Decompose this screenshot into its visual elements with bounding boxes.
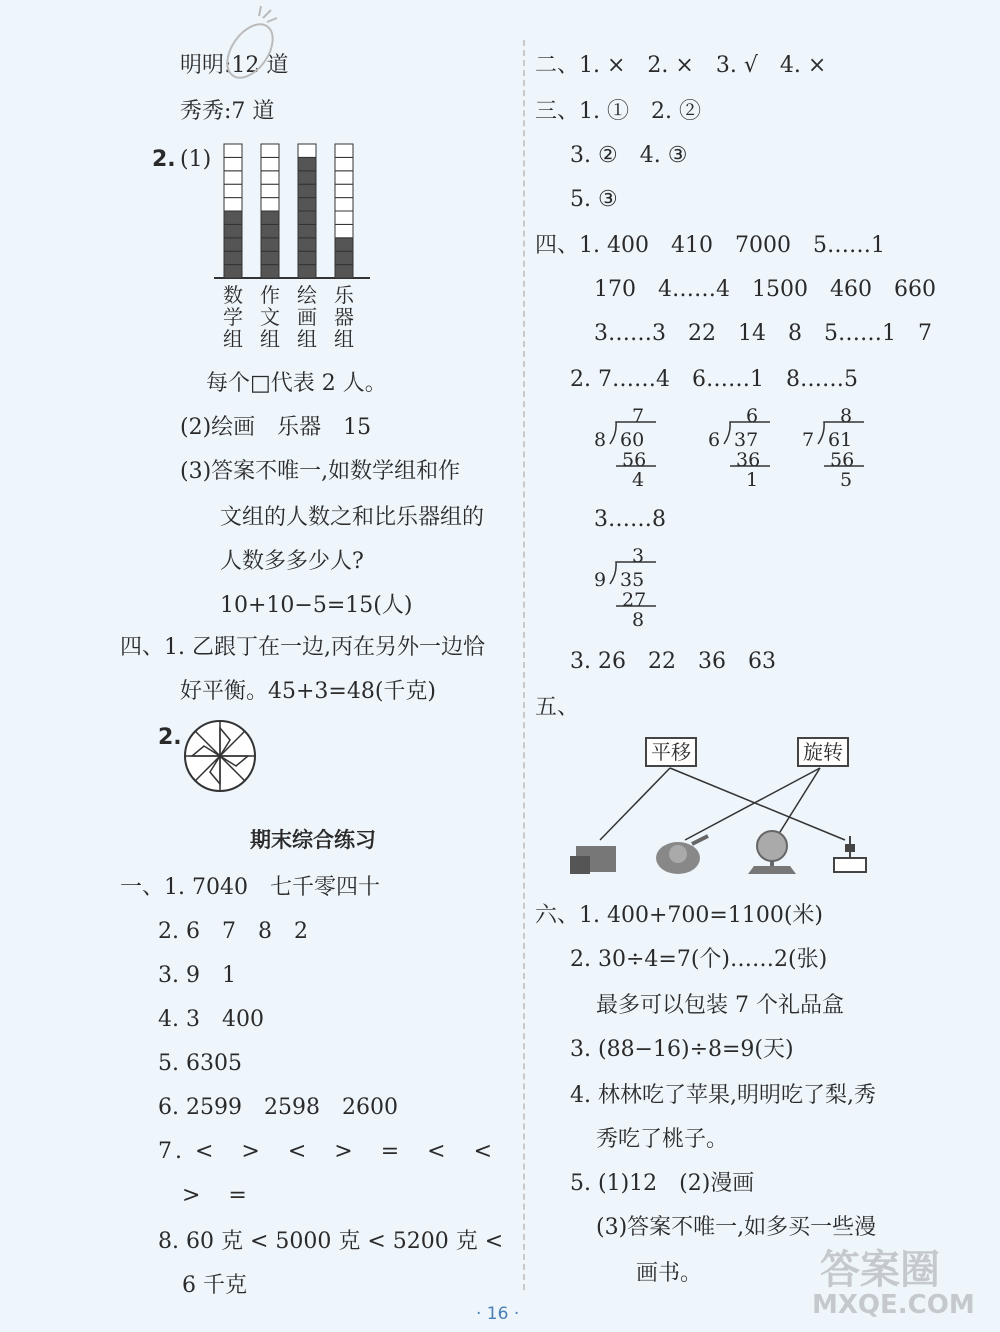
carrot-stamp-icon [215,6,285,86]
bar-cell [298,211,316,224]
bar-cell [335,224,353,237]
section-title: 期末综合练习 [250,828,376,852]
part3-line4: 10+10−5=15(人) [220,593,413,618]
r4-line6: 3. 26 22 36 63 [570,649,776,674]
bar-cell [224,251,242,264]
bar-乐器组 [335,144,353,278]
pencil-sharpener-icon [648,832,712,878]
s1-item7a: 7. < > < > = < < [158,1139,496,1164]
r3-line1: 三、1. ① 2. ② [535,99,701,124]
r6-line8: (3)答案不唯一,如多买一些漫 [596,1215,877,1240]
r6-line5: 4. 林林吃了苹果,明明吃了梨,秀 [570,1083,876,1108]
xiuxiu-answer: 秀秀:7 道 [180,99,275,124]
bar-cell [224,224,242,237]
q2-number: 2. [152,147,176,172]
bar-cell [298,265,316,278]
bar-cell [224,211,242,224]
q4-line1: 四、1. 乙跟丁在一边,丙在另外一边恰 [120,635,485,660]
lift-icon [830,832,870,878]
q4-line2: 好平衡。45+3=48(千克) [180,679,437,704]
box-rotation: 旋转 [797,737,849,767]
bar-cell [224,171,242,184]
bar-cell [224,184,242,197]
q4-2-number: 2. [158,725,182,750]
s1-item5: 5. 6305 [158,1051,242,1076]
part3-line3: 人数多多少人? [220,549,364,574]
s1-item8a: 8. 60 克 < 5000 克 < 5200 克 < [158,1229,504,1254]
bar-绘画组 [298,144,316,278]
bar-cell [298,198,316,211]
bar-cell [335,251,353,264]
bar-cell [261,171,279,184]
bar-cell [335,144,353,157]
bar-cell [224,157,242,170]
bar-cell [298,157,316,170]
chart-label-3: 乐 器 组 [334,283,354,351]
bar-cell [261,238,279,251]
bar-数学组 [224,144,242,278]
bar-cell [298,144,316,157]
s1-item7b: > = [182,1183,250,1208]
bar-cell [261,144,279,157]
r2-answers: 二、1. × 2. × 3. √ 4. × [535,53,827,78]
fan-icon [740,826,804,878]
bar-cell [224,265,242,278]
r6-line2: 2. 30÷4=7(个)……2(张) [570,947,828,972]
page-number: · 16 · [476,1304,520,1324]
watermark-logo: 答案圈 [820,1247,940,1293]
s1-item3: 3. 9 1 [158,963,236,988]
pinwheel-figure-icon [182,718,258,794]
r5-label: 五、 [535,695,580,720]
bar-cell [261,224,279,237]
r6-line4: 3. (88−16)÷8=9(天) [570,1037,794,1062]
bar-cell [335,198,353,211]
bar-cell [261,251,279,264]
bar-cell [298,184,316,197]
chart-label-0: 数 学 组 [223,283,243,351]
mingming-answer: 明明:12 道 [180,53,289,78]
bar-chart [212,138,372,284]
r6-line9: 画书。 [636,1261,703,1286]
r4-line3: 3……3 22 14 8 5……1 7 [594,321,932,346]
bar-cell [298,238,316,251]
part3-line2: 文组的人数之和比乐器组的 [220,505,485,530]
s1-item2: 2. 6 7 8 2 [158,919,308,944]
q2-part1: (1) [180,147,212,172]
bar-cell [224,238,242,251]
bar-cell [224,198,242,211]
r4-line2: 170 4……4 1500 460 660 [594,277,936,302]
drawer-icon [568,836,623,878]
r4-line5: 3……8 [594,507,666,532]
r4-line1: 四、1. 400 410 7000 5……1 [535,233,885,258]
r6-line3: 最多可以包装 7 个礼品盒 [596,993,844,1018]
bar-cell [335,265,353,278]
bar-cell [335,157,353,170]
bar-chart-labels [222,284,372,354]
r6-line7: 5. (1)12 (2)漫画 [570,1171,755,1196]
r6-line1: 六、1. 400+700=1100(米) [535,903,823,928]
s1-item6: 6. 2599 2598 2600 [158,1095,398,1120]
bar-cell [261,265,279,278]
bar-cell [335,211,353,224]
bar-cell [261,157,279,170]
bar-cell [335,171,353,184]
bar-cell [261,211,279,224]
bar-cell [224,144,242,157]
s1-item8b: 6 千克 [182,1273,247,1298]
column-divider [523,40,525,1290]
bar-cell [298,224,316,237]
bar-cell [261,184,279,197]
legend-note: 每个□代表 2 人。 [206,371,387,396]
part2-answer: (2)绘画 乐器 15 [180,415,372,440]
r3-line2: 3. ② 4. ③ [570,143,688,168]
chart-label-1: 作 文 组 [260,283,280,351]
bar-cell [298,171,316,184]
s1-item4: 4. 3 400 [158,1007,264,1032]
bar-cell [335,184,353,197]
s1-item1: 一、1. 7040 七千零四十 [120,875,380,900]
part3-line1: (3)答案不唯一,如数学组和作 [180,459,461,484]
r4-line4: 2. 7……4 6……1 8……5 [570,367,858,392]
bar-cell [261,198,279,211]
bar-cell [298,251,316,264]
watermark-url: MXQE.COM [812,1290,975,1320]
bar-作文组 [261,144,279,278]
chart-label-2: 绘 画 组 [297,283,317,351]
bar-cell [335,238,353,251]
box-translation: 平移 [645,737,697,767]
r6-line6: 秀吃了桃子。 [596,1127,729,1152]
r3-line3: 5. ③ [570,187,618,212]
